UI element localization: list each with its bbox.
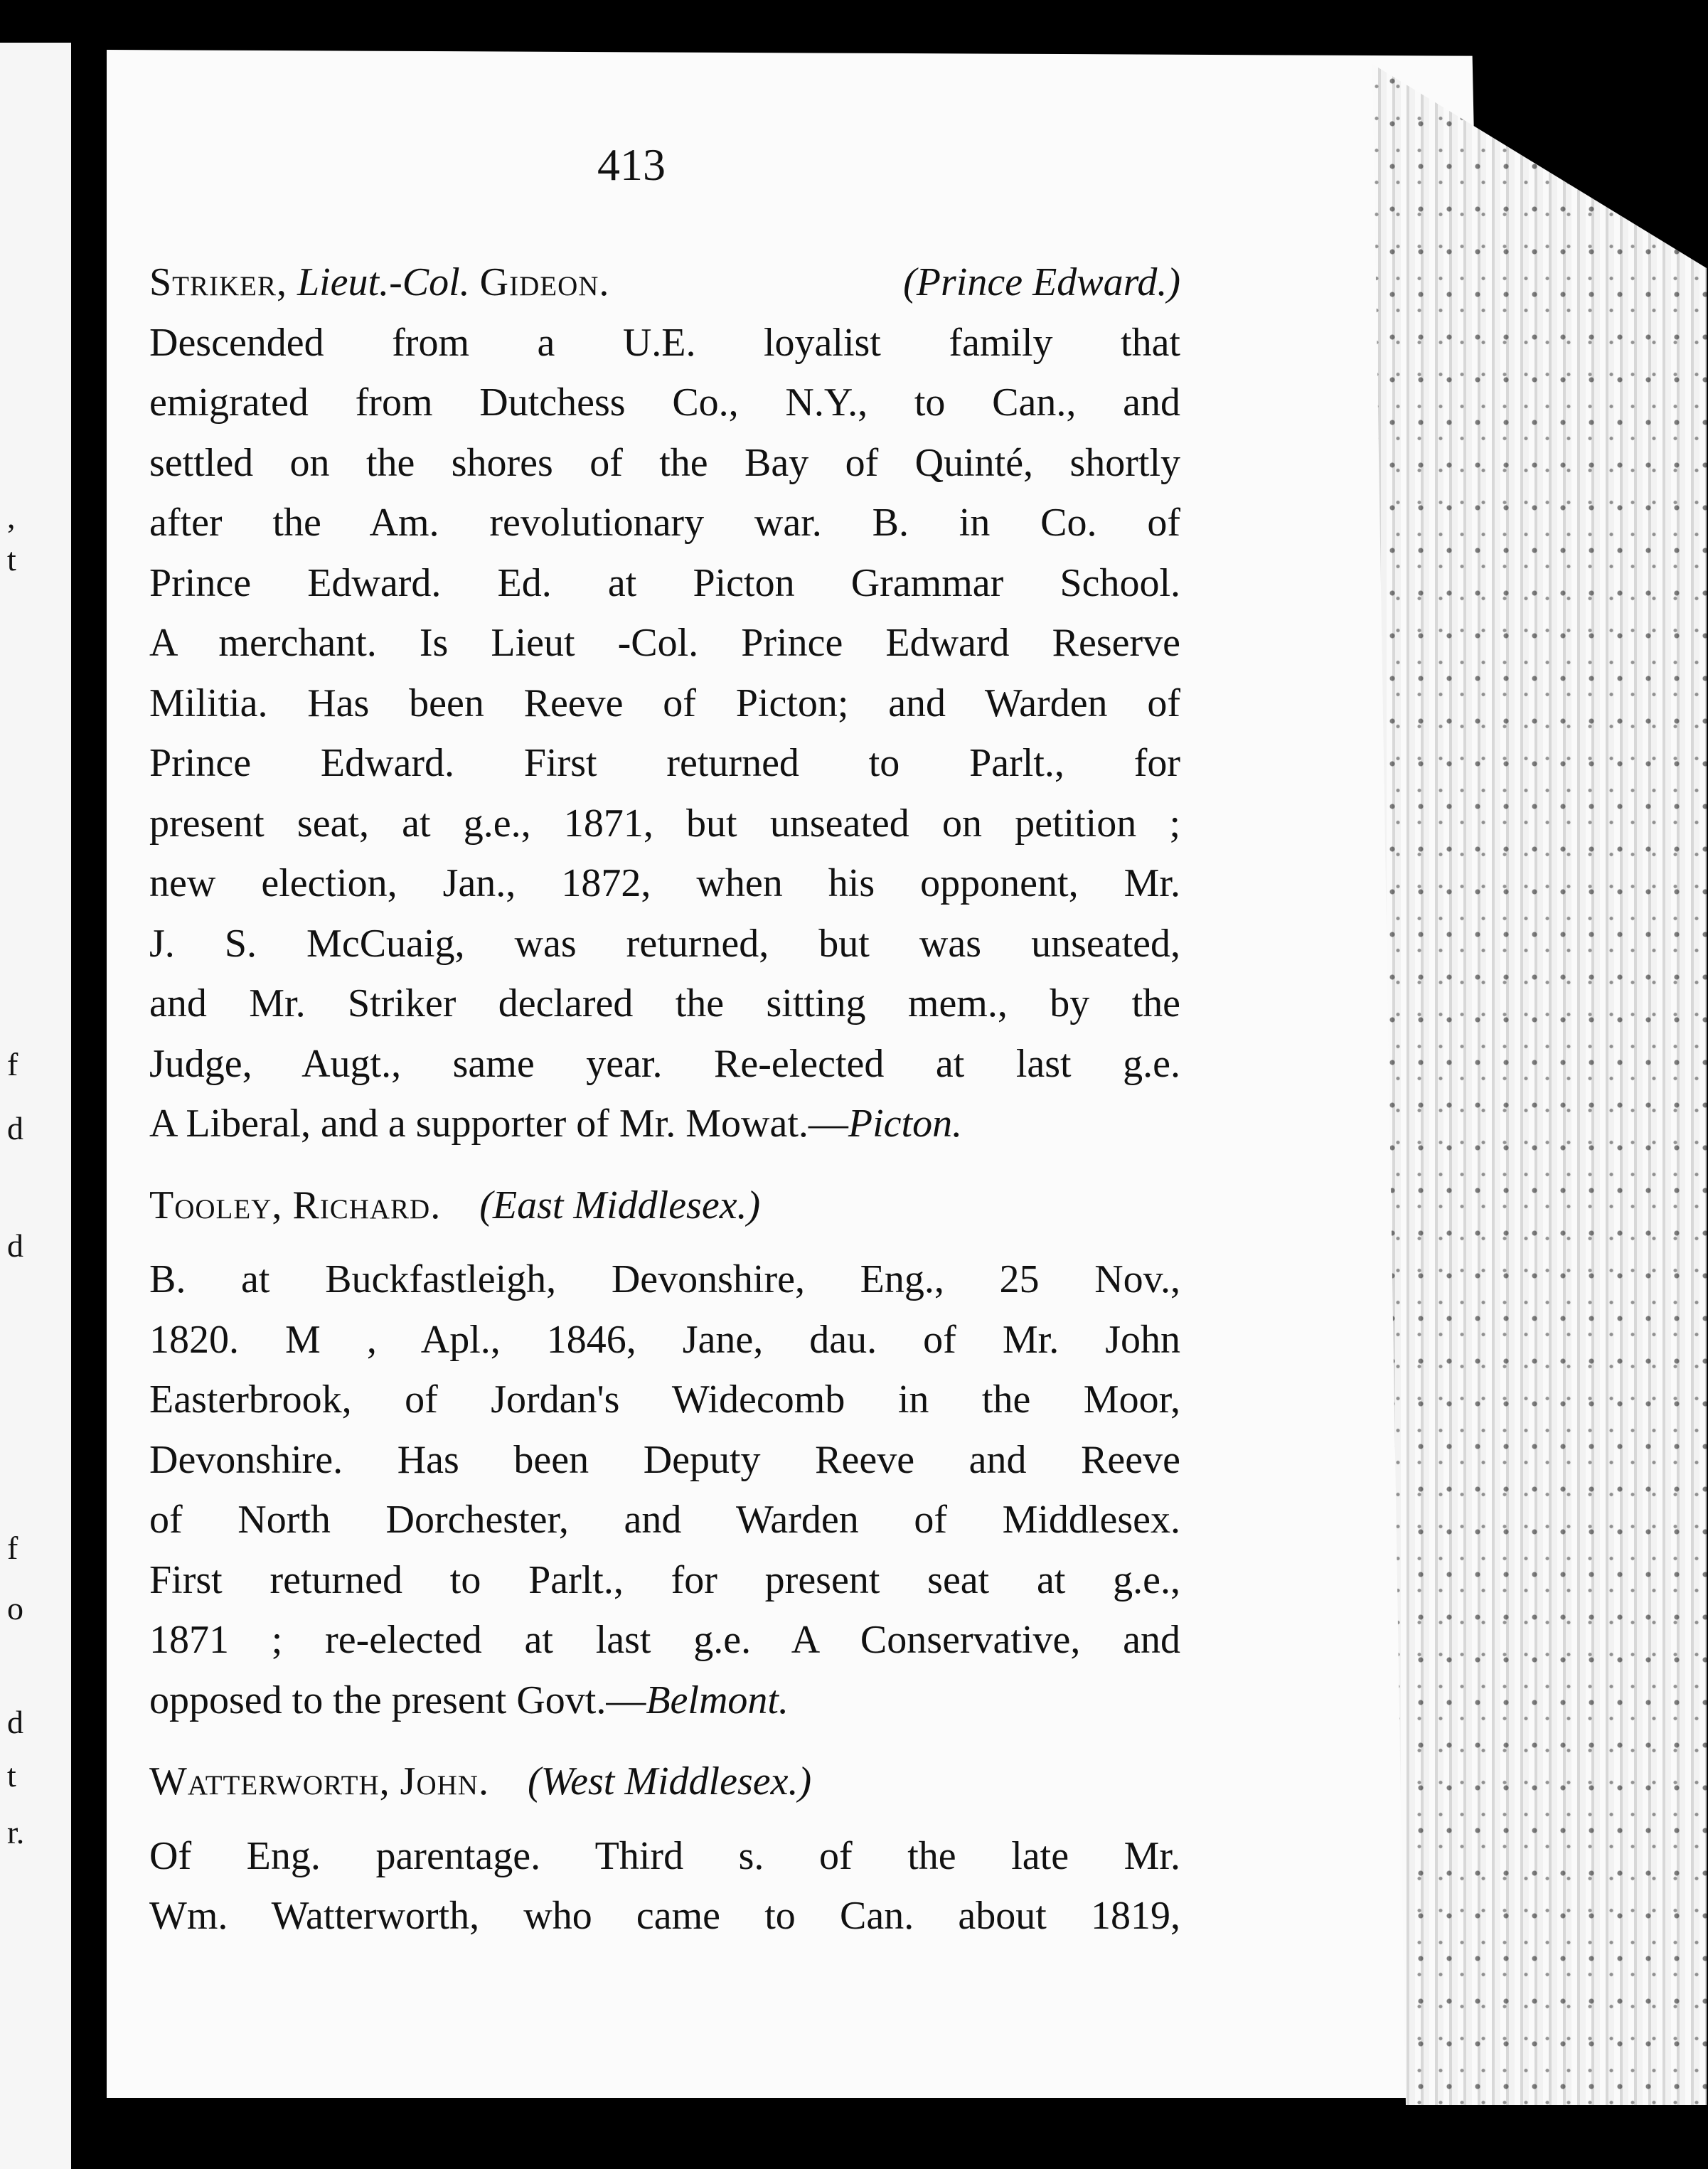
entry-line: Of Eng. parentage. Third s. of the late Mr.	[149, 1833, 1180, 1878]
entry-last-line-text: A Liberal, and a supporter of Mr. Mowat.—	[149, 1102, 848, 1146]
margin-fragment: d	[7, 1110, 23, 1146]
page-number: 413	[597, 139, 666, 190]
entry-line: new election, Jan., 1872, when his opponent, Mr.	[149, 861, 1180, 905]
entry-given-name: Gideon.	[479, 260, 610, 304]
entry-town: Picton.	[848, 1102, 963, 1146]
entry-line: Easterbrook, of Jordan's Widecomb in the Moor,	[149, 1377, 1180, 1422]
entry-line: after the Am. revolutionary war. B. in Co. of	[149, 501, 1180, 545]
entry-riding: (West Middlesex.)	[527, 1759, 812, 1803]
entry-riding: (Prince Edward.)	[903, 260, 1180, 304]
entry-line: Prince Edward. Ed. at Picton Grammar School.	[149, 560, 1180, 605]
entry-line: B. at Buckfastleigh, Devonshire, Eng., 25 Nov.,	[149, 1257, 1180, 1301]
margin-fragment: t	[7, 541, 16, 577]
entry-riding: (East Middlesex.)	[479, 1183, 761, 1227]
entry-line: and Mr. Striker declared the sitting mem., by the	[149, 981, 1180, 1025]
entry-heading	[149, 252, 1180, 313]
margin-fragment: d	[7, 1227, 23, 1264]
entry-surname: Striker,	[149, 260, 287, 304]
entry-surname: Watterworth,	[149, 1759, 390, 1803]
margin-fragment: r.	[7, 1814, 25, 1850]
entry-heading	[149, 1176, 1180, 1236]
entry-line: of North Dorchester, and Warden of Middlesex.	[149, 1498, 1180, 1542]
entry-last-line	[149, 1670, 1180, 1731]
entry-line: Judge, Augt., same year. Re-elected at last g.e.	[149, 1041, 1180, 1086]
margin-fragment: t	[7, 1757, 16, 1794]
entry-line: A merchant. Is Lieut -Col. Prince Edward Reserve	[149, 621, 1180, 665]
entry-line: 1871 ; re-elected at last g.e. A Conservative, and	[149, 1618, 1180, 1662]
margin-fragment: o	[7, 1590, 23, 1626]
entry-heading	[149, 1752, 1180, 1812]
entry-line: 1820. M , Apl., 1846, Jane, dau. of Mr. John	[149, 1317, 1180, 1362]
entry-line: settled on the shores of the Bay of Quinté, shortly	[149, 440, 1180, 485]
entry-town: Belmont.	[646, 1678, 789, 1722]
entry-rank: Lieut.-Col.	[297, 260, 470, 304]
entry-line: Descended from a U.E. loyalist family that	[149, 320, 1180, 365]
entry-given-name: John.	[400, 1759, 489, 1803]
margin-fragment: f	[7, 1046, 18, 1082]
entry-given-name: Richard.	[292, 1183, 442, 1227]
entry-last-line-text: opposed to the present Govt.—	[149, 1678, 646, 1722]
entry-line: present seat, at g.e., 1871, but unseated on petition ;	[149, 801, 1180, 846]
page-edge-texture	[1372, 64, 1707, 2105]
adjacent-page-strip	[0, 43, 71, 2169]
entry-line: Militia. Has been Reeve of Picton; and Warden of	[149, 681, 1180, 725]
margin-fragment: d	[7, 1704, 23, 1740]
margin-fragment: f	[7, 1530, 18, 1566]
entry-line: Prince Edward. First returned to Parlt., for	[149, 741, 1180, 785]
entry-line: Devonshire. Has been Deputy Reeve and Reeve	[149, 1437, 1180, 1482]
margin-fragment: ,	[7, 499, 16, 535]
entry-line: emigrated from Dutchess Co., N.Y., to Can., and	[149, 380, 1180, 425]
entry-line: J. S. McCuaig, was returned, but was unseated,	[149, 921, 1180, 966]
entries-text	[149, 252, 1180, 1946]
entry-last-line	[149, 1094, 1180, 1154]
entry-line: Wm. Watterworth, who came to Can. about 1819,	[149, 1894, 1180, 1938]
entry-surname: Tooley,	[149, 1183, 283, 1227]
entry-line: First returned to Parlt., for present seat at g.e.,	[149, 1557, 1180, 1602]
